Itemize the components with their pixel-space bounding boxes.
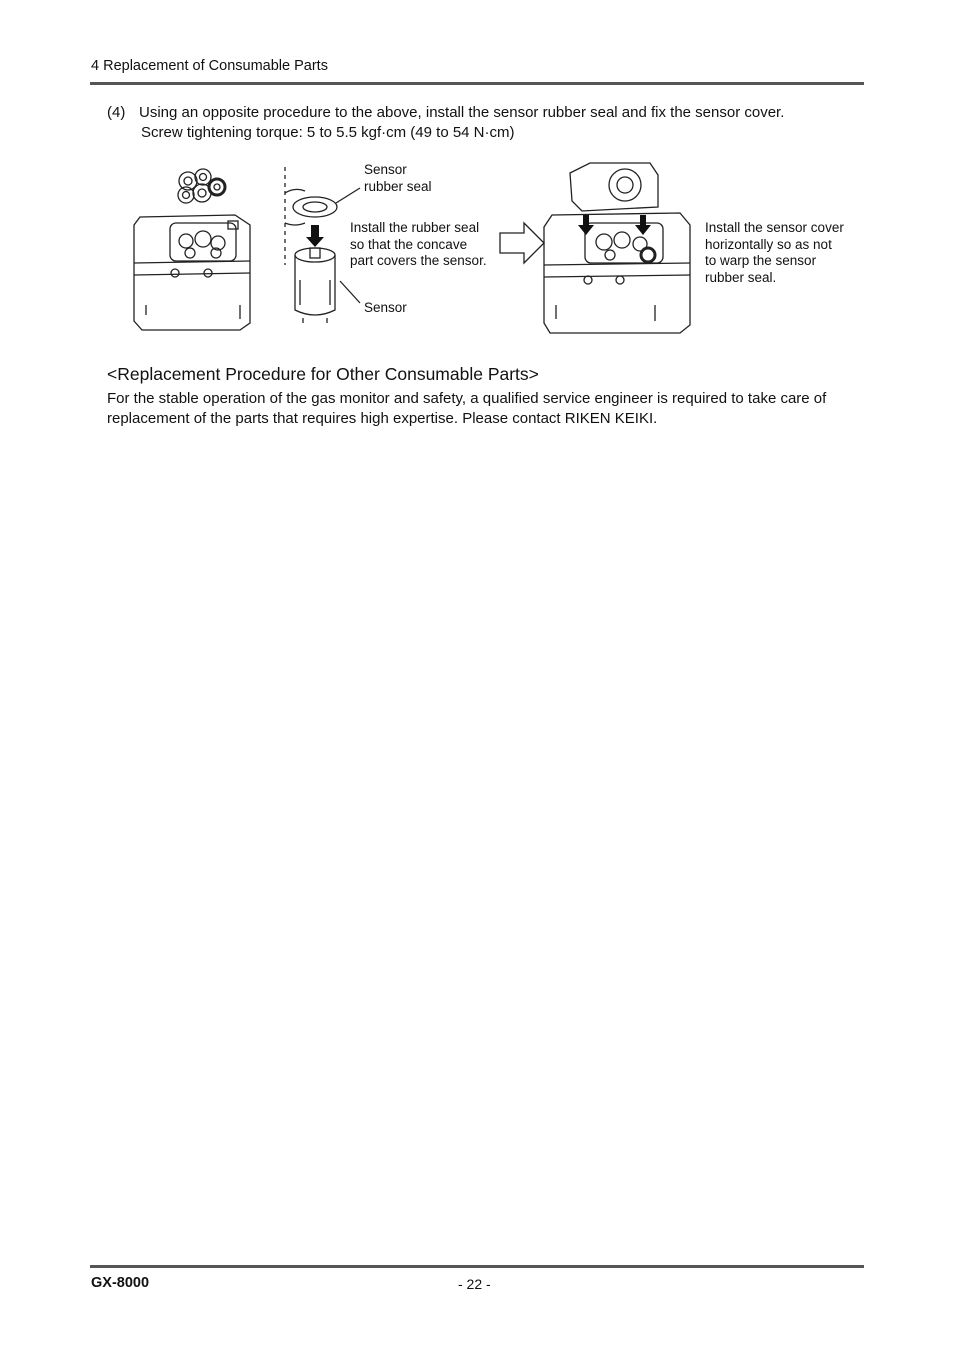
svg-text:Install the sensor cover h: Install the sensor cover horizontally so as not to warp the sensor rubber seal. bbox=[705, 220, 844, 285]
step-number: (4) bbox=[107, 104, 126, 121]
insert-arrow-icon bbox=[306, 225, 324, 247]
label-sensor-rubber-seal: Sensor bbox=[364, 162, 407, 177]
section-title: <Replacement Procedure for Other Consumable Parts> bbox=[107, 364, 539, 384]
instrument-open-illustration bbox=[134, 215, 250, 330]
instrument-cover-illustration bbox=[544, 163, 690, 333]
press-arrow-icon bbox=[578, 215, 594, 235]
next-step-arrow-icon bbox=[500, 223, 544, 263]
section-header: 4 Replacement of Consumable Parts bbox=[91, 58, 328, 74]
label-sensor: Sensor bbox=[364, 300, 407, 315]
svg-text:Sensor rubber seal: Sensor rubber seal bbox=[364, 162, 432, 194]
step-instruction: Using an opposite procedure to the above, install the sensor rubber seal and fix the sensor cover. bbox=[139, 104, 785, 121]
rubber-seals-illustration bbox=[178, 169, 225, 203]
header-rule bbox=[90, 82, 864, 85]
footer-rule bbox=[90, 1265, 864, 1268]
section-body: For the stable operation of the gas monitor and safety, a qualified service engineer is required to take care of replacement of the parts that requires high expertise. Please contact RIKEN KEIKI. bbox=[107, 390, 827, 427]
svg-text:Install the rubber seal so: Install the rubber seal so that the concave part covers the sensor. bbox=[350, 220, 487, 268]
svg-text:Sensor bbox=[364, 300, 407, 315]
torque-spec: Screw tightening torque: 5 to 5.5 kgf·cm (49 to 54 N·cm) bbox=[141, 124, 515, 141]
seal-install-figure bbox=[120, 155, 860, 345]
page-number: - 22 - bbox=[458, 1276, 491, 1292]
seal-and-sensor-illustration bbox=[285, 189, 337, 323]
label-install-sensor-cover: Install the sensor cover bbox=[705, 220, 844, 235]
footer-model-name: GX-8000 bbox=[91, 1275, 150, 1291]
press-arrow-icon bbox=[635, 215, 651, 235]
label-install-rubber-seal: Install the rubber seal bbox=[350, 220, 480, 235]
